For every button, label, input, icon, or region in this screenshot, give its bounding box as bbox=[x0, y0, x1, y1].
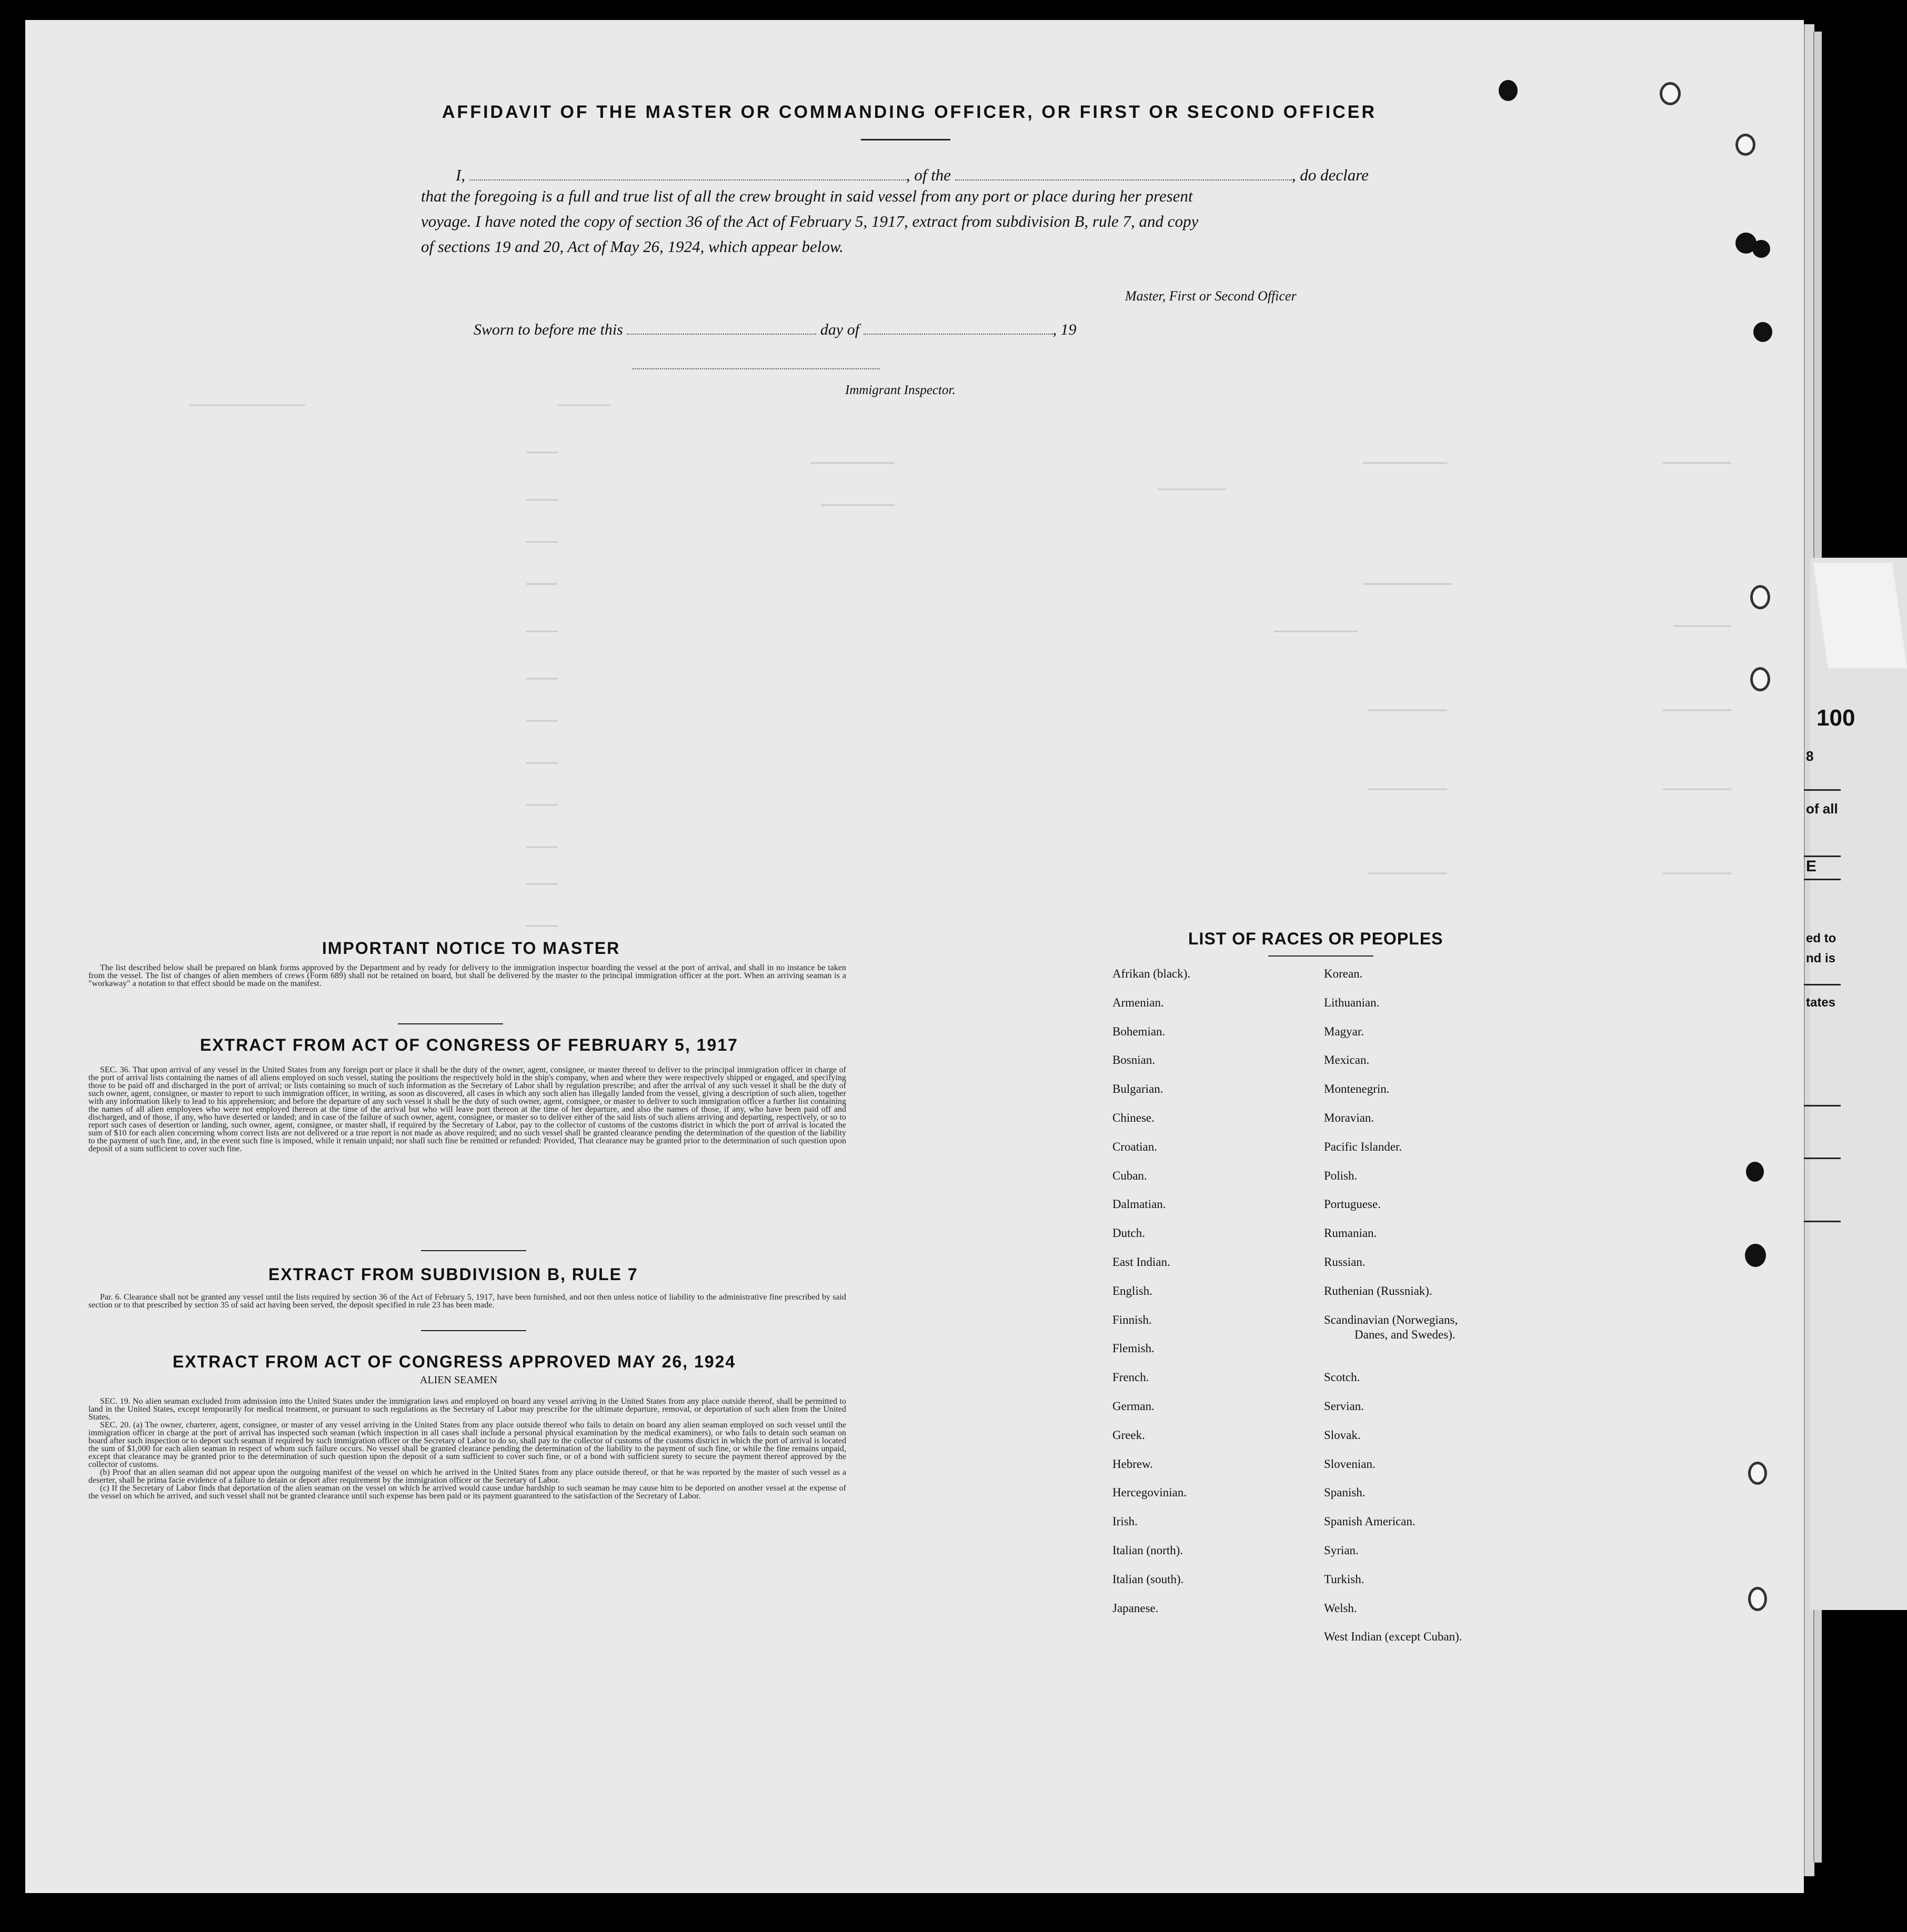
race-item: Scotch. bbox=[1324, 1371, 1360, 1384]
race-item: English. bbox=[1112, 1284, 1153, 1297]
race-item: Italian (north). bbox=[1112, 1543, 1183, 1557]
extract-1924-body bbox=[88, 1397, 846, 1500]
inspector-signature-line bbox=[633, 368, 880, 369]
punch-hole bbox=[1753, 322, 1772, 342]
race-item: Korean. bbox=[1324, 967, 1363, 980]
divider bbox=[1268, 955, 1373, 957]
punch-hole bbox=[1499, 80, 1518, 101]
section-20a-text: SEC. 20. (a) The owner, charterer, agent, consignee, or master of any vessel arriving in the United States from any place outside thereof who fails to detain on board any alien seaman employed on such vessel until the immigration officer in charge at the port of arrival has inspected such seaman (which inspection in all cases shall include a personal physical examination by the medical examiners), or who fails to detain such seaman on board after such inspection or to deport such seaman if required by such immigration officer or the Secretary of Labor to do so, shall pay to the collector of customs of the customs district in which the port of arrival is located the sum of $1,000 for each alien seaman in respect of whom such failure occurs. No vessel shall be granted clearance pending the determination of the liability to the payment of such fine, or while the fine remains unpaid, except that clearance may be granted prior to the determination of such question upon the deposit of a sum sufficient to cover such fine, or of a bond with sufficient surety to secure the payment thereof approved by the collector of customs. bbox=[88, 1421, 846, 1469]
race-item: Russian. bbox=[1324, 1255, 1366, 1269]
extract-rule7-body bbox=[88, 1293, 846, 1309]
signer-name-blank bbox=[469, 163, 906, 180]
race-item: Irish. bbox=[1112, 1515, 1138, 1528]
races-column-1 bbox=[1112, 967, 1190, 1630]
race-item: Ruthenian (Russniak). bbox=[1324, 1284, 1432, 1297]
race-item: Finnish. bbox=[1112, 1313, 1152, 1326]
section-19-text: SEC. 19. No alien seaman excluded from admission into the United States under the immigration laws and employed on board any vessel arriving in the United States from any place outside thereof, shall be permitted to land in the United States, except temporarily for medical treatment, or pursuant to such regulations as the Secretary of Labor may prescribe for the ultimate departure, removal, or deportation of such alien from the United States. bbox=[88, 1397, 846, 1422]
divider bbox=[1804, 1158, 1841, 1159]
race-item: Dutch. bbox=[1112, 1226, 1145, 1240]
race-item: Scandinavian (Norwegians, bbox=[1324, 1313, 1458, 1326]
race-item: Montenegrin. bbox=[1324, 1082, 1390, 1096]
affidavit-i: I, bbox=[456, 166, 466, 184]
race-item: Rumanian. bbox=[1324, 1226, 1377, 1240]
adjacent-text: ed to bbox=[1806, 931, 1836, 945]
race-item: Slovenian. bbox=[1324, 1457, 1376, 1471]
race-item: Servian. bbox=[1324, 1399, 1364, 1413]
day-of-label: day of bbox=[820, 321, 860, 338]
race-item: Turkish. bbox=[1324, 1572, 1364, 1586]
affidavit-title: AFFIDAVIT OF THE MASTER OR COMMANDING OFFICER, OR FIRST OR SECOND OFFICER bbox=[442, 102, 1377, 122]
adjacent-page-number: 100 bbox=[1816, 705, 1855, 731]
race-item-continued: Danes, and Swedes). bbox=[1354, 1327, 1456, 1341]
race-item: Cuban. bbox=[1112, 1169, 1147, 1182]
race-item: Bosnian. bbox=[1112, 1053, 1156, 1067]
divider bbox=[1804, 1105, 1841, 1106]
races-title: LIST OF RACES OR PEOPLES bbox=[1188, 929, 1443, 948]
race-item: Bohemian. bbox=[1112, 1024, 1166, 1038]
sworn-day-blank bbox=[627, 318, 816, 335]
race-item: Welsh. bbox=[1324, 1601, 1357, 1615]
inspector-label: Immigrant Inspector. bbox=[845, 383, 956, 397]
divider bbox=[1804, 879, 1841, 880]
race-item: Syrian. bbox=[1324, 1543, 1359, 1557]
sworn-month-blank bbox=[864, 318, 1053, 335]
divider bbox=[1804, 856, 1841, 857]
section-20c-text: (c) If the Secretary of Labor finds that deportation of the alien seaman on the vessel on which he arrived would cause undue hardship to such seaman he may cause him to be deported on another vessel at the expense of the vessel on which he arrived, and such vessel shall not be granted clearance until such expense has been paid or its payment guaranteed to the satisfaction of the Secretary of Labor. bbox=[88, 1484, 846, 1501]
punch-hole bbox=[1752, 240, 1770, 258]
adjacent-text: 8 bbox=[1806, 748, 1814, 764]
punch-hole bbox=[1750, 585, 1770, 609]
race-item: Flemish. bbox=[1112, 1342, 1155, 1355]
divider bbox=[421, 1250, 526, 1251]
adjacent-text: E bbox=[1806, 858, 1817, 875]
race-item: Mexican. bbox=[1324, 1053, 1370, 1067]
divider bbox=[1804, 984, 1841, 985]
vessel-name-blank bbox=[955, 163, 1292, 180]
alien-seamen-subtitle: ALIEN SEAMEN bbox=[420, 1374, 498, 1386]
race-item: Pacific Islander. bbox=[1324, 1140, 1402, 1153]
extract-1924-title: EXTRACT FROM ACT OF CONGRESS APPROVED MAY 26, 1924 bbox=[173, 1352, 736, 1371]
affidavit-of-the: , of the bbox=[906, 166, 951, 184]
sworn-label: Sworn to before me this bbox=[474, 321, 623, 338]
punch-hole bbox=[1735, 134, 1755, 156]
year-label: , 19 bbox=[1052, 321, 1077, 338]
par-6-text: Par. 6. Clearance shall not be granted any vessel until the lists required by section 36 of the Act of February 5, 1917, have been furnished, and not then unless notice of liability to the administrative fine prescribed by said section or to that prescribed by section 35 of said act having been served, the deposit specified in rule 23 has been made. bbox=[88, 1293, 846, 1310]
affidavit-line-1 bbox=[456, 163, 1369, 185]
race-item: Chinese. bbox=[1112, 1111, 1155, 1124]
race-item: Slovak. bbox=[1324, 1428, 1361, 1442]
race-item: Spanish. bbox=[1324, 1486, 1366, 1500]
extract-1917-title: EXTRACT FROM ACT OF CONGRESS OF FEBRUARY 5, 1917 bbox=[200, 1035, 738, 1054]
divider bbox=[421, 1330, 526, 1331]
affidavit-line-2: that the foregoing is a full and true list of all the crew brought in said vessel from any port or place during her present bbox=[421, 187, 1193, 205]
punch-hole bbox=[1746, 1162, 1764, 1182]
divider bbox=[1804, 789, 1841, 791]
notice-body bbox=[88, 964, 846, 988]
race-item: Bulgarian. bbox=[1112, 1082, 1163, 1096]
race-item: Moravian. bbox=[1324, 1111, 1374, 1124]
notice-text: The list described below shall be prepared on blank forms approved by the Department and by ready for delivery to the immigration inspector boarding the vessel at the port of arrival, and shall in no instance be taken from the vessel. The list of changes of alien members of crews (Form 689) shall not be retained on board, but shall be delivered by the master to the principal immigration officer at the port. When an arriving seaman is a "workaway" a notation to that effect should be made on the manifest. bbox=[88, 963, 846, 988]
race-item: Portuguese. bbox=[1324, 1198, 1381, 1211]
punch-hole bbox=[1745, 1244, 1766, 1267]
race-item: French. bbox=[1112, 1371, 1149, 1384]
extract-rule7-title: EXTRACT FROM SUBDIVISION B, RULE 7 bbox=[268, 1265, 638, 1284]
affidavit-do-declare: , do declare bbox=[1291, 166, 1369, 184]
race-item: Dalmatian. bbox=[1112, 1198, 1166, 1211]
races-column-2 bbox=[1324, 967, 1462, 1659]
race-item: Magyar. bbox=[1324, 1024, 1364, 1038]
affidavit-line-3: voyage. I have noted the copy of section 36 of the Act of February 5, 1917, extract from subdivision B, rule 7, and copy bbox=[421, 212, 1199, 230]
race-item: East Indian. bbox=[1112, 1255, 1170, 1269]
adjacent-text: of all bbox=[1806, 801, 1838, 817]
divider bbox=[1804, 1221, 1841, 1222]
race-item: Armenian. bbox=[1112, 995, 1164, 1009]
race-item: Croatian. bbox=[1112, 1140, 1157, 1153]
race-item: Japanese. bbox=[1112, 1601, 1159, 1615]
race-item: Spanish American. bbox=[1324, 1515, 1416, 1528]
adjacent-text: nd is bbox=[1806, 951, 1836, 965]
extract-1917-body bbox=[88, 1066, 846, 1153]
divider bbox=[398, 1023, 503, 1024]
race-item: Hercegovinian. bbox=[1112, 1486, 1187, 1500]
punch-hole bbox=[1660, 82, 1681, 105]
folded-corner bbox=[1813, 563, 1907, 668]
race-item: Hebrew. bbox=[1112, 1457, 1153, 1471]
sworn-line bbox=[474, 318, 1077, 339]
notice-title: IMPORTANT NOTICE TO MASTER bbox=[322, 939, 620, 958]
master-signature-label: Master, First or Second Officer bbox=[1125, 288, 1297, 304]
punch-hole bbox=[1748, 1462, 1767, 1485]
divider bbox=[861, 139, 950, 140]
section-20b-text: (b) Proof that an alien seaman did not appear upon the outgoing manifest of the vessel on which he arrived in the United States from any place outside thereof, or that he was reported by the master of such vessel as a deserter, shall be prima facie evidence of a failure to detain or deport after requirement by the immigration officer or the Secretary of Labor. bbox=[88, 1468, 846, 1485]
adjacent-text: tates bbox=[1806, 995, 1836, 1010]
race-item: German. bbox=[1112, 1399, 1155, 1413]
race-item: Lithuanian. bbox=[1324, 995, 1380, 1009]
race-item: Afrikan (black). bbox=[1112, 967, 1191, 980]
affidavit-line-4: of sections 19 and 20, Act of May 26, 1924, which appear below. bbox=[421, 237, 844, 256]
punch-hole bbox=[1750, 667, 1770, 691]
race-item: Italian (south). bbox=[1112, 1572, 1184, 1586]
race-item: West Indian (except Cuban). bbox=[1324, 1630, 1462, 1644]
race-item: Greek. bbox=[1112, 1428, 1145, 1442]
section-36-text: SEC. 36. That upon arrival of any vessel in the United States from any foreign port or place it shall be the duty of the owner, agent, consignee, or master thereof to deliver to the principal immigration officer in charge of the port of arrival lists containing the names of all aliens employed on such vessel, stating the positions the respectively hold in the ship's company, when and where they were respectively shipped or engaged, and specifying those to be paid off and discharged in the port of arrival; or lists containing so much of such information as the Secretary of Labor shall by regulation prescribe; and after the arrival of any such vessel it shall be the duty of such owner, agent, consignee, or master to report to such immigration officer, in writing, as soon as discovered, all cases in which any such alien has illegally landed from the vessel, giving a description of such alien, together with any information likely to lead to his apprehension; and before the departure of any such vessel it shall be the duty of such owner, agent, consignee, or master to deliver to such immigration officer a further list containing the names of all alien employees who were not employed thereon at the time of the arrival but who will leave port thereon at the time of her departure, and also the names of those, if any, who have been paid off and discharged, and of those, if any, who have deserted or landed; and in case of the failure of such owner, agent, consignee, or master so to deliver either of the said lists of such aliens arriving and departing, respectively, or so to report such cases of desertion or landing, such owner, agent, consignee, or master shall, if required by the Secretary of Labor, pay to the collector of customs of the customs district in which the port of arrival is located the sum of $10 for each alien concerning whom correct lists are not delivered or a true report is not made as above required; and no such vessel shall be granted clearance pending the determination of the question of the liability to the payment of such fine, and, in the event such fine is imposed, while it remain unpaid; nor shall such fine be remitted or refunded: Provided, That clearance may be granted prior to the determination of such question upon deposit of a sum sufficient to cover such fine. bbox=[88, 1065, 846, 1153]
race-item: Polish. bbox=[1324, 1169, 1358, 1182]
punch-hole bbox=[1748, 1587, 1767, 1611]
